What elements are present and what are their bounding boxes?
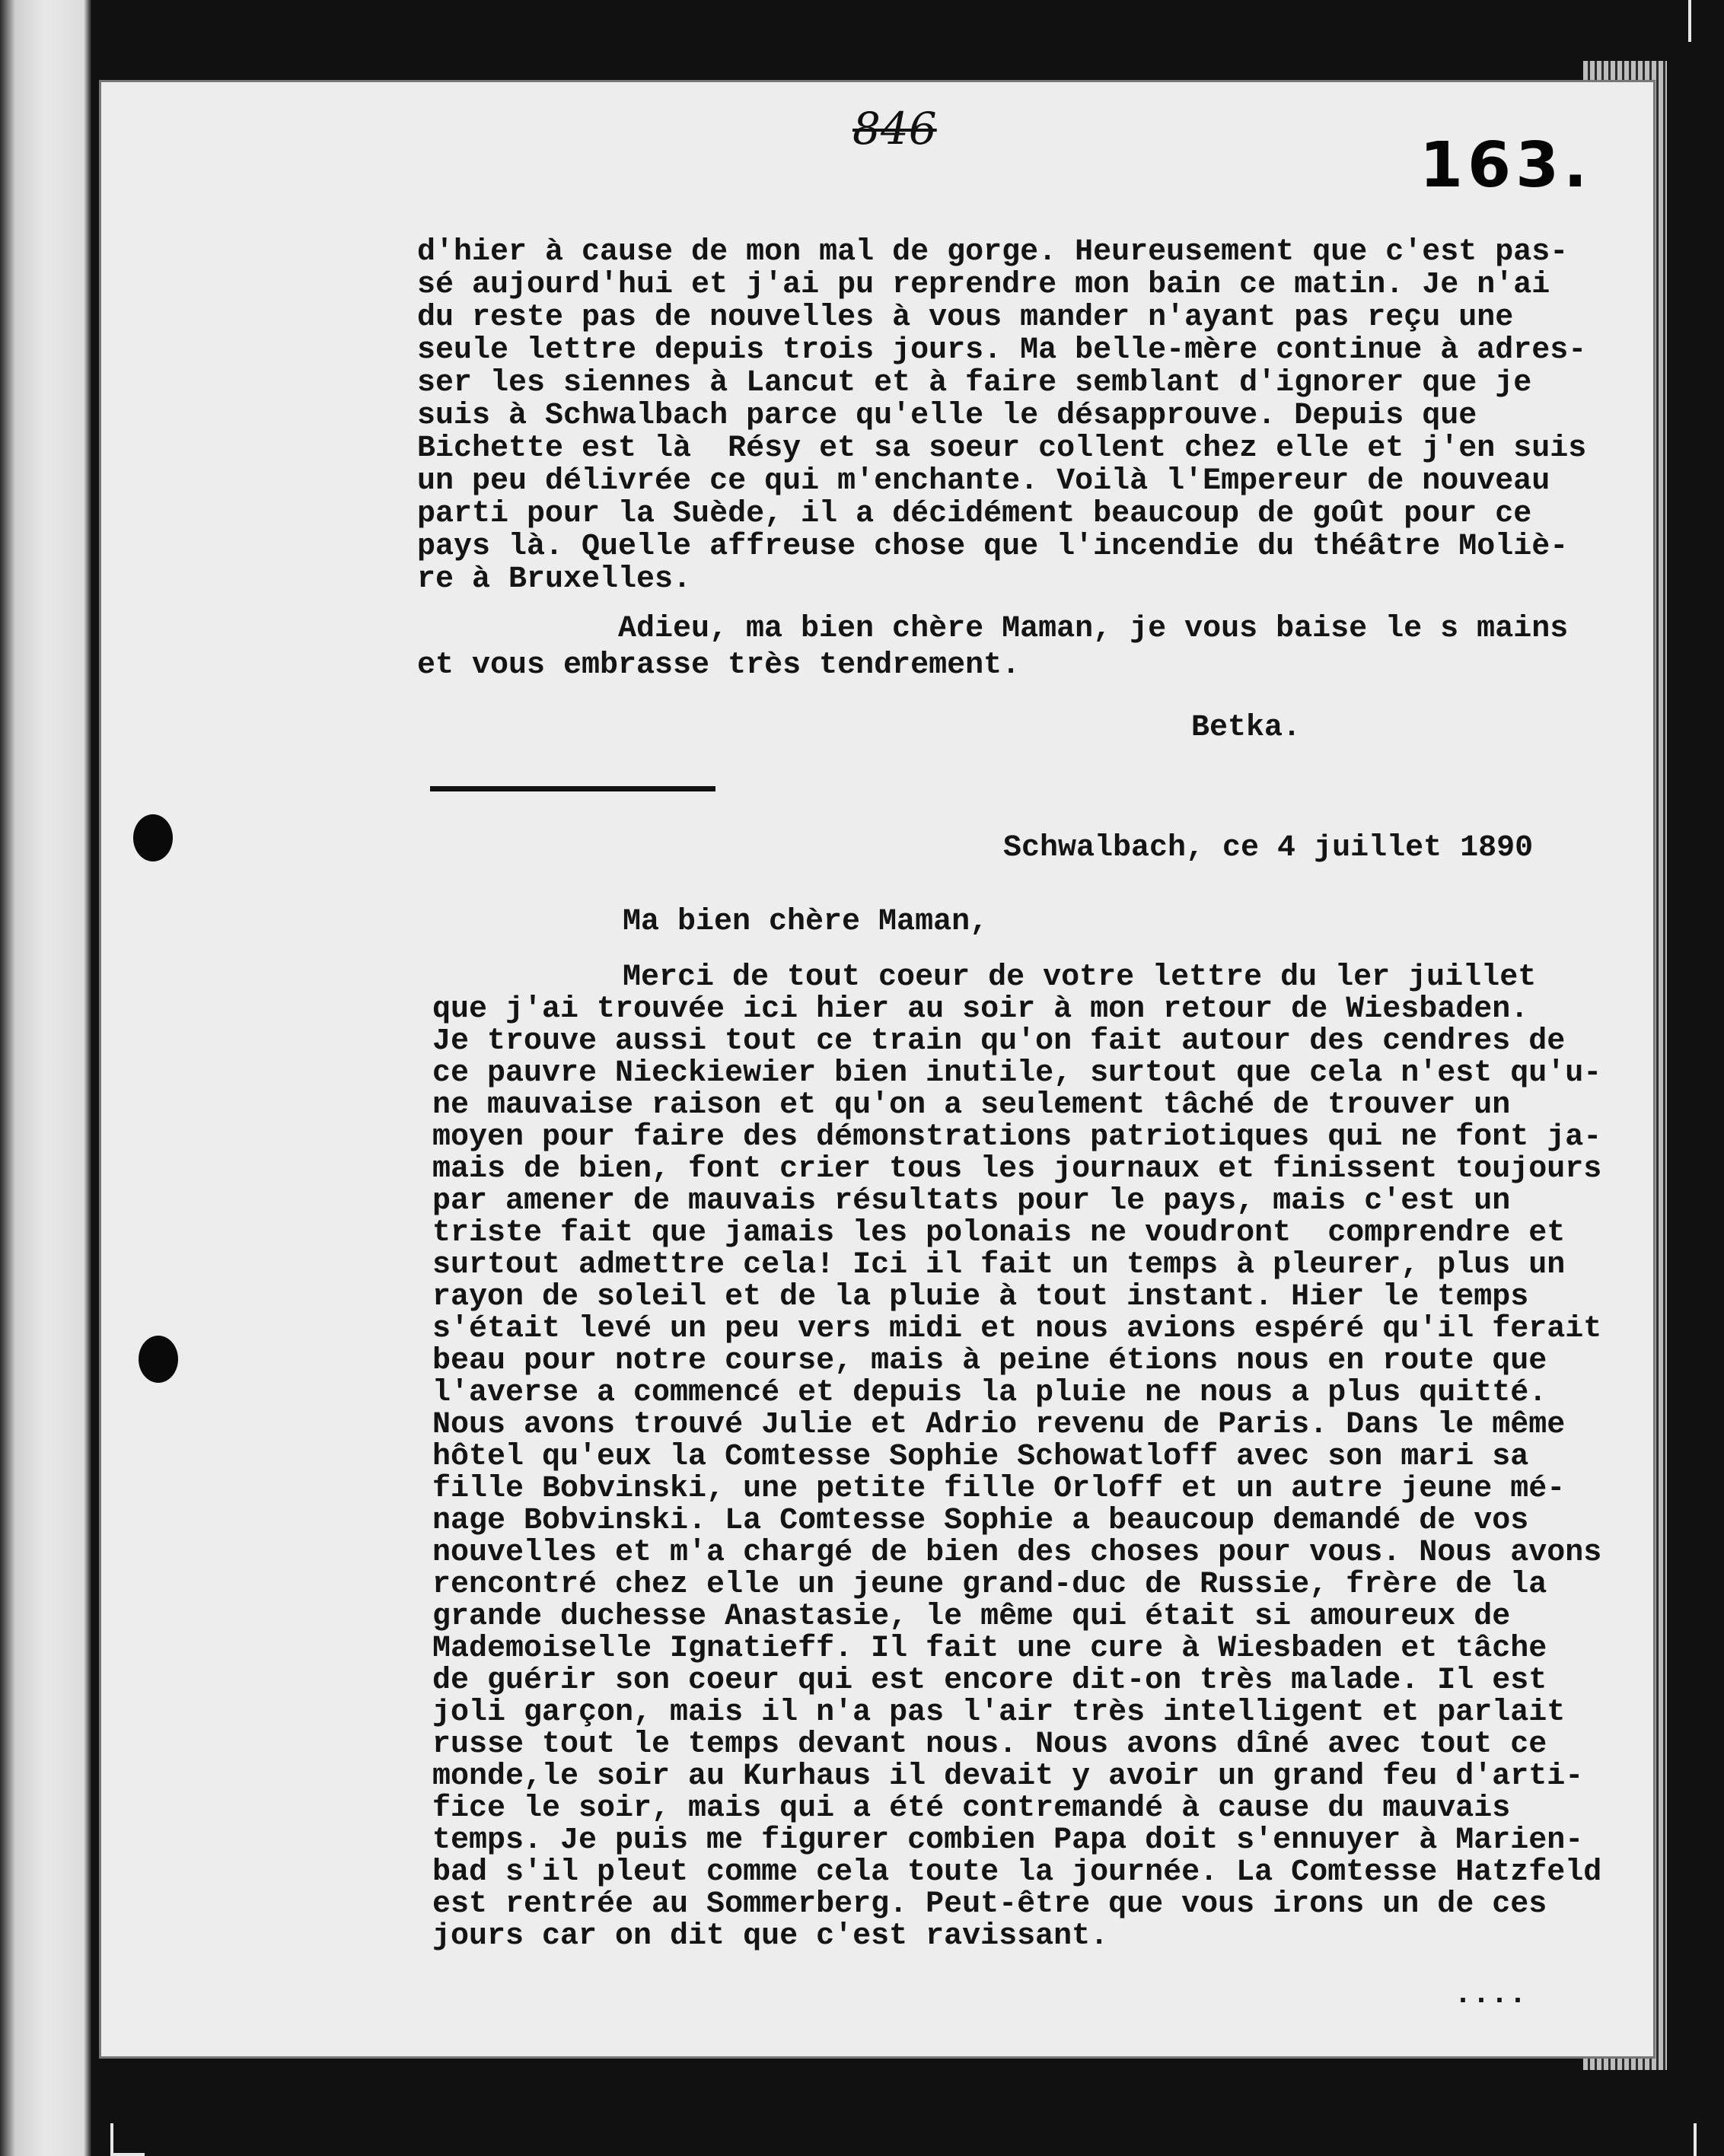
- dateline: Schwalbach, ce 4 juillet 1890: [1003, 831, 1534, 865]
- separator-rule: [430, 786, 715, 791]
- letter2-line: moyen pour faire des démonstrations patriotiques qui ne font ja-: [432, 1120, 1602, 1154]
- underlying-sheet-edge: [0, 0, 91, 2156]
- letter2-line: est rentrée au Sommerberg. Peut-être que vous irons un de ces: [432, 1887, 1547, 1922]
- letter2-line: temps. Je puis me figurer combien Papa doit s'ennuyer à Marien-: [432, 1823, 1584, 1858]
- letter2-line: de guérir son coeur qui est encore dit-on très malade. Il est: [432, 1664, 1547, 1698]
- letter1-line: seule lettre depuis trois jours. Ma belle-mère continue à adres-: [417, 333, 1587, 368]
- letter2-line: rayon de soleil et de la pluie à tout instant. Hier le temps: [432, 1280, 1529, 1314]
- crop-mark-bottom-right: [1694, 2123, 1697, 2156]
- closing-line: Adieu, ma bien chère Maman, je vous baise le s mains: [618, 612, 1569, 646]
- letter1-line: un peu délivrée ce qui m'enchante. Voilà l'Empereur de nouveau: [417, 464, 1550, 498]
- letter1-line: parti pour la Suède, il a décidément beaucoup de goût pour ce: [417, 497, 1532, 531]
- letter2-line: Mademoiselle Ignatieff. Il fait une cure à Wiesbaden et tâche: [432, 1632, 1547, 1666]
- letter2-line: russe tout le temps devant nous. Nous avons dîné avec tout ce: [432, 1728, 1547, 1762]
- letter1-line: suis à Schwalbach parce qu'elle le désapprouve. Depuis que: [417, 399, 1477, 433]
- letter2-line: par amener de mauvais résultats pour le pays, mais c'est un: [432, 1184, 1511, 1218]
- letter2-line: que j'ai trouvée ici hier au soir à mon retour de Wiesbaden.: [432, 992, 1529, 1027]
- letter2-line: hôtel qu'eux la Comtesse Sophie Schowatloff avec son mari sa: [432, 1440, 1529, 1474]
- letter2-line: Merci de tout coeur de votre lettre du ler juillet: [623, 960, 1537, 995]
- letter2-line: nage Bobvinski. La Comtesse Sophie a beaucoup demandé de vos: [432, 1504, 1529, 1538]
- letter2-line: triste fait que jamais les polonais ne voudront comprendre et: [432, 1216, 1566, 1250]
- letter1-line: du reste pas de nouvelles à vous mander n'ayant pas reçu une: [417, 301, 1514, 335]
- crop-mark-bottom-left-h: [110, 2153, 145, 2156]
- folio-number: 163.: [1420, 129, 1592, 202]
- punch-hole-bottom: [139, 1336, 178, 1383]
- letter2-line: grande duchesse Anastasie, le même qui était si amoureux de: [432, 1600, 1511, 1634]
- letter2-line: Je trouve aussi tout ce train qu'on fait autour des cendres de: [432, 1024, 1566, 1059]
- letter2-line: l'averse a commencé et depuis la pluie ne nous a plus quitté.: [432, 1376, 1547, 1410]
- letter2-line: surtout admettre cela! Ici il fait un temps à pleurer, plus un: [432, 1248, 1566, 1282]
- letter1-line: ser les siennes à Lancut et à faire semblant d'ignorer que je: [417, 366, 1532, 400]
- struck-page-number: 846: [852, 103, 937, 154]
- letter2-line: bad s'il pleut comme cela toute la journée. La Comtesse Hatzfeld: [432, 1855, 1602, 1890]
- letter1-line: pays là. Quelle affreuse chose que l'incendie du théâtre Moliè-: [417, 530, 1569, 564]
- letter2-line: rencontré chez elle un jeune grand-duc de Russie, frère de la: [432, 1568, 1547, 1602]
- signature: Betka.: [1191, 711, 1302, 745]
- letter2-line: joli garçon, mais il n'a pas l'air très intelligent et parlait: [432, 1696, 1566, 1730]
- letter2-line: ce pauvre Nieckiewier bien inutile, surtout que cela n'est qu'u-: [432, 1056, 1602, 1091]
- letter1-line: d'hier à cause de mon mal de gorge. Heureusement que c'est pas-: [417, 235, 1569, 269]
- letter2-line: fice le soir, mais qui a été contremandé à cause du mauvais: [432, 1791, 1511, 1826]
- closing-line: et vous embrasse très tendrement.: [417, 648, 1021, 683]
- letter1-line: re à Bruxelles.: [417, 562, 692, 597]
- letter2-line: ne mauvaise raison et qu'on a seulement tâché de trouver un: [432, 1088, 1511, 1123]
- letter1-line: sé aujourd'hui et j'ai pu reprendre mon bain ce matin. Je n'ai: [417, 268, 1550, 302]
- letter2-line: jours car on dit que c'est ravissant.: [432, 1919, 1109, 1954]
- letter2-line: s'était levé un peu vers midi et nous avions espéré qu'il ferait: [432, 1312, 1602, 1346]
- letter2-line: fille Bobvinski, une petite fille Orloff et un autre jeune mé-: [432, 1472, 1566, 1506]
- letter2-line: beau pour notre course, mais à peine étions nous en route que: [432, 1344, 1547, 1378]
- punch-hole-top: [133, 814, 173, 861]
- letter2-line: monde,le soir au Kurhaus il devait y avoir un grand feu d'arti-: [432, 1760, 1584, 1794]
- crop-mark-bottom-left: [110, 2123, 113, 2156]
- letter2-line: nouvelles et m'a chargé de bien des choses pour vous. Nous avons: [432, 1536, 1602, 1570]
- salutation: Ma bien chère Maman,: [623, 905, 989, 939]
- letter1-line: Bichette est là Résy et sa soeur collent chez elle et j'en suis: [417, 432, 1587, 466]
- continuation-mark: ....: [1454, 1978, 1528, 2012]
- crop-mark-top-right: [1688, 0, 1691, 42]
- letter2-line: mais de bien, font crier tous les journaux et finissent toujours: [432, 1152, 1602, 1186]
- letter2-line: Nous avons trouvé Julie et Adrio revenu de Paris. Dans le même: [432, 1408, 1566, 1442]
